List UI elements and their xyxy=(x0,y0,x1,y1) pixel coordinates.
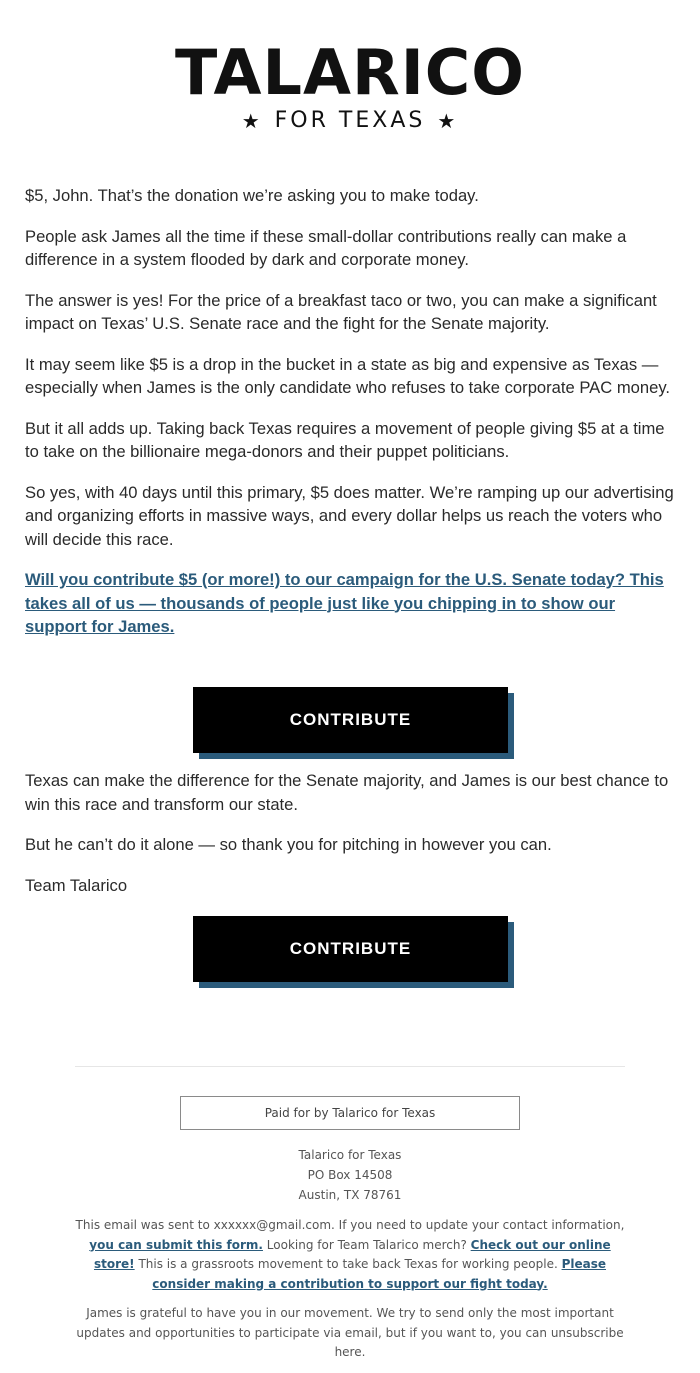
contribute-button[interactable]: CONTRIBUTE xyxy=(193,687,508,753)
update-contact-link[interactable]: you can submit this form. xyxy=(89,1237,263,1252)
signoff: Team Talarico xyxy=(25,875,128,895)
logo-subtitle-text: FOR TEXAS xyxy=(274,108,426,133)
body-paragraph: But it all adds up. Taking back Texas requires a movement of people giving $5 at a time to take on the billionaire mega-donors and their puppet politicians. xyxy=(25,418,665,461)
address-line: Talarico for Texas xyxy=(298,1148,402,1162)
logo-wordmark: TALARICO xyxy=(175,36,525,109)
logo-subtitle xyxy=(0,108,700,133)
contribute-button-container xyxy=(193,687,508,753)
body-paragraph: The answer is yes! For the price of a breakfast taco or two, you can make a significant impact on Texas’ U.S. Senate race and the fight for the Senate majority. xyxy=(25,290,657,333)
address-line: PO Box 14508 xyxy=(307,1168,393,1182)
paid-for-disclaimer: Paid for by Talarico for Texas xyxy=(180,1096,520,1130)
unsubscribe-text[interactable]: James is grateful to have you in our movement. We try to send only the most important updates and opportunities to participate via email, but if you want to, you can unsubscribe here. xyxy=(76,1306,624,1359)
closing-paragraph: But he can’t do it alone — so thank you for pitching in however you can. xyxy=(25,835,552,854)
online-store-link[interactable]: Check out our online store! xyxy=(93,1237,611,1271)
body-paragraph: So yes, with 40 days until this primary, $5 does matter. We’re ramping up our advertising and organizing efforts in massive ways, and every dollar helps us reach the voters who will decide this race. xyxy=(25,482,674,549)
body-paragraph: $5, John. That’s the donation we’re asking you to make today. xyxy=(25,186,479,205)
star-icon: ★ xyxy=(437,108,459,133)
star-icon: ★ xyxy=(241,108,263,133)
address-line: Austin, TX 78761 xyxy=(298,1188,402,1202)
email-body xyxy=(25,184,677,656)
body-paragraph: It may seem like $5 is a drop in the bucket in a state as big and expensive as Texas — especially when James is the only candidate who refuses to take corporate PAC money. xyxy=(25,354,671,397)
footer-legal xyxy=(75,1216,625,1373)
contribute-ask-link[interactable]: Will you contribute $5 (or more!) to our campaign for the U.S. Senate today? This takes all of us — thousands of people just like you chipping in to show our support for James. xyxy=(25,570,664,636)
footer-divider xyxy=(75,1066,625,1067)
email-closing xyxy=(25,769,677,914)
contribute-button-container xyxy=(193,916,508,982)
footer-legal-paragraph: This email was sent to xxxxxx@gmail.com. If you need to update your contact information, you can submit this form. Looking for Team Talarico merch? Check out our online store! This is a grassroots movement to take back Texas for working people. Please consider making a contribution to support our fight today. xyxy=(75,1218,625,1291)
closing-paragraph: Texas can make the difference for the Senate majority, and James is our best chance to win this race and transform our state. xyxy=(25,771,669,814)
contribute-button[interactable]: CONTRIBUTE xyxy=(193,916,508,982)
mailing-address xyxy=(0,1145,700,1205)
body-paragraph: People ask James all the time if these small-dollar contributions really can make a difference in a system flooded by dark and corporate money. xyxy=(25,226,627,269)
footer-contribute-link[interactable]: Please consider making a contribution to support our fight today. xyxy=(152,1257,607,1291)
campaign-logo xyxy=(0,36,700,133)
